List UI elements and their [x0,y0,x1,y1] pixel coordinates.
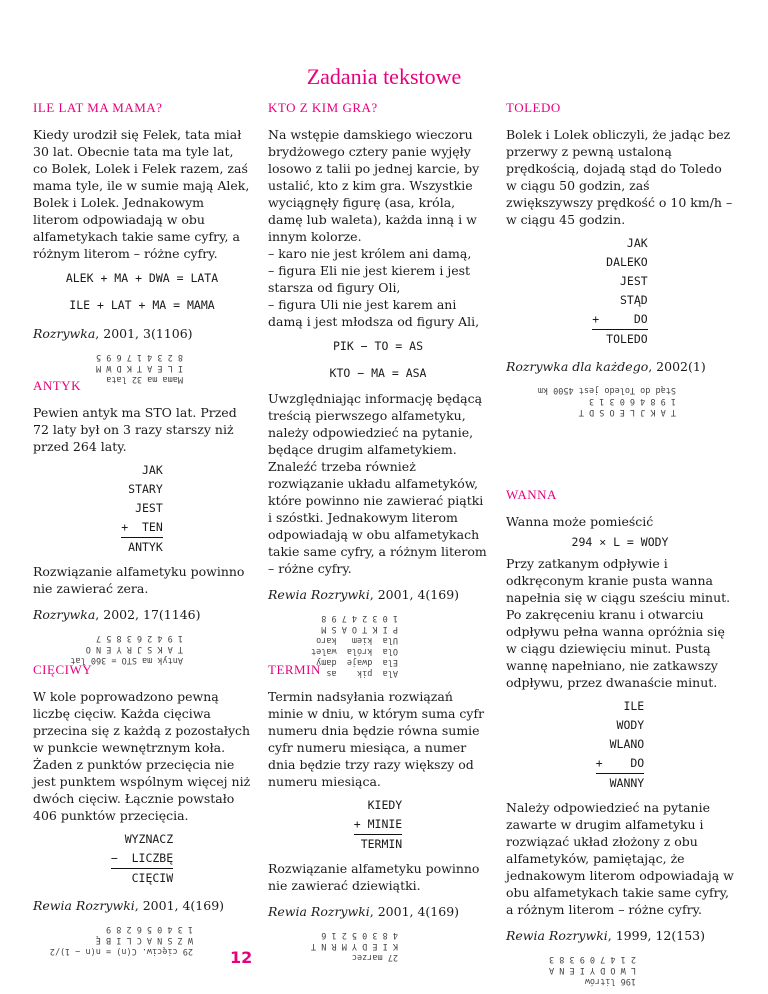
alphametic-sum: JAK STARY JEST + TEN ANTYK [121,461,163,557]
page-number: 12 [230,948,253,967]
problem-termin [268,662,488,962]
problem-ciecia [33,662,251,956]
problem-note: Rozwiązanie alfametyku powinno nie zawierać dziewiątki. [268,861,480,893]
problem-heading: TERMIN [268,662,321,677]
problem-text: Uwzględniając informację będącą treścią pierwszego alfametyku, należy odpowiedzieć na pytanie, będące drugim alfametykiem. Znaleźć trzeba również rozwiązanie układu alfametyków, które powinno nie zawierać piątki i szóstki. Jednakowym literom odpowiadają w obu alfametykach takie same cyfry, a różnym literom – różne cyfry. [268,391,487,576]
alphametic-sum: JAK DALEKO JEST STĄD + DO TOLEDO [592,234,647,349]
problem-heading: WANNA [506,487,557,502]
source: Rewia Rozrywki, 1999, 12(153) [506,928,705,943]
problem-note: Rozwiązanie alfametyku powinno nie zawierać zera. [33,564,245,596]
problem-antyk [33,378,251,665]
source: Rozrywka, 2001, 3(1106) [33,326,193,341]
answer-upside-down: 27 marzec K I E D Y M R N T 4 8 3 0 5 2 1 6 [311,930,398,962]
problem-text: Przy zatkanym odpływie i odkręconym kranie pusta wanna napełnia się w ciągu sześciu minut. Po zakręceniu kranu i otwarciu odpływu pełna wanna opróżnia się w ciągu dziewięciu minut. Pustą wannę napełniano, nie zatkawszy odpływu, przez dwanaście minut. [506,556,731,690]
problem-text: W kole poprowadzono pewną liczbę cięciw. Każda cięciwa przecina się z każdą z pozostałych w punkcie wewnętrznym koła. Żaden z punktów przecięcia nie jest punktem wspólnym więcej niż dwóch cięciw. Łącznie powstało 406 punktów przecięcia. [33,689,251,823]
problem-note: Należy odpowiedzieć na pytanie zawarte w drugim alfametyku i rozwiązać układ złożony z obu alfametyków, pamiętając, że jednakowym literom odpowiadają w obu alfametykach takie same cyfry, a różnym literom – różne cyfry. [506,800,734,917]
answer-upside-down: Mama ma 32 lata I L E A T K D W M 8 2 3 4 1 7 6 9 5 [96,352,183,384]
equation: PIK − TO = AS [332,339,423,353]
problem-kto [268,100,488,678]
page-title: Zadania tekstowe [306,64,462,89]
problem-heading: ANTYK [33,378,81,393]
equation: ILE + LAT + MA = MAMA [69,298,215,312]
problem-text: Na wstępie damskiego wieczoru brydżowego cztery panie wyjęły losowo z talii po jednej karcie, by ustalić, kto z kim gra. Wszystkie wyciągnęły figurę (asa, króla, damę lub waleta), każda inną i w innym kolorze. [268,127,480,244]
answer-upside-down: 29 cięciw. C(n) = n(n − 1)/2 W Z S N A C L I B Ę 1 3 4 0 5 6 2 8 9 [49,924,193,956]
problem-text: Termin nadsyłania rozwiązań minie w dniu, w którym suma cyfr numeru dnia będzie równa sumie cyfr numeru miesiąca, a numer dnia będzie trzy razy większy od numeru miesiąca. [268,689,485,789]
source: Rewia Rozrywki, 2001, 4(169) [268,904,460,919]
source: Rozrywka, 2002, 17(1146) [33,607,201,622]
problem-heading: KTO Z KIM GRA? [268,100,378,115]
problem-heading: TOLEDO [506,100,561,115]
answer-upside-down: Ala pik as Ela dwaje damy Ola króla walet Ula kiem karo P I K T O A S M 1 0 3 2 4 7 9 8 [311,613,398,678]
alphametic-sum: ILE WODY WLANO + DO WANNY [596,697,644,793]
problem-wanna [506,487,734,986]
equation: 294 × L = WODY [571,535,669,549]
problem-toledo [506,100,734,417]
problem-text: Wanna może pomieścić [506,514,654,529]
problem-heading: CIĘCIWY [33,662,93,677]
problem-mama [33,100,251,384]
list-item: – figura Uli nie jest karem ani damą i jest młodsza od figury Ali, [268,297,480,329]
alphametic-sum: KIEDY + MINIE TERMIN [354,796,402,854]
alphametic-sum: WYZNACZ − LICZBĘ CIĘCIW [111,830,173,888]
equation: ALEK + MA + DWA = LATA [65,271,219,285]
equation: KTO − MA = ASA [329,366,427,380]
problem-text: Kiedy urodził się Felek, tata miał 30 lat. Obecnie tata ma tyle lat, co Bolek, Lolek i Felek razem, zaś mama tyle, ile w sumie mają Alek, Bolek i Lolek. Jednakowym literom odpowiadają w obu alfametykach takie same cyfry, a różnym literom – różne cyfry. [33,127,250,261]
source: Rozrywka dla każdego, 2002(1) [506,359,706,374]
problem-text: Bolek i Lolek obliczyli, że jadąc bez przerwy z pewną ustaloną prędkością, dojadą stąd do Toledo w ciągu 50 godzin, zaś zwiększywszy prędkość o 10 km/h – w ciągu 45 godzin. [506,127,733,227]
list-item: – figura Eli nie jest kierem i jest starsza od figury Oli, [268,263,471,295]
answer-upside-down: Antyk ma STO = 360 lat T A K S J R Y E N O 1 9 4 2 6 3 8 5 7 [70,633,183,665]
answer-upside-down: T A K J L E O S D T 1 9 8 4 6 0 3 1 3 Stąd do Toledo jest 4500 km [537,385,676,417]
problem-text: Pewien antyk ma STO lat. Przed 72 laty był on 3 razy starszy niż przed 264 laty. [33,405,237,454]
list-item: – karo nie jest królem ani damą, [268,246,472,261]
answer-upside-down: 196 litrów L W O D Y I E N A 2 1 4 7 0 9 3 8 3 [549,954,636,986]
source: Rewia Rozrywki, 2001, 4(169) [33,898,225,913]
source: Rewia Rozrywki, 2001, 4(169) [268,587,460,602]
problem-heading: ILE LAT MA MAMA? [33,100,163,115]
